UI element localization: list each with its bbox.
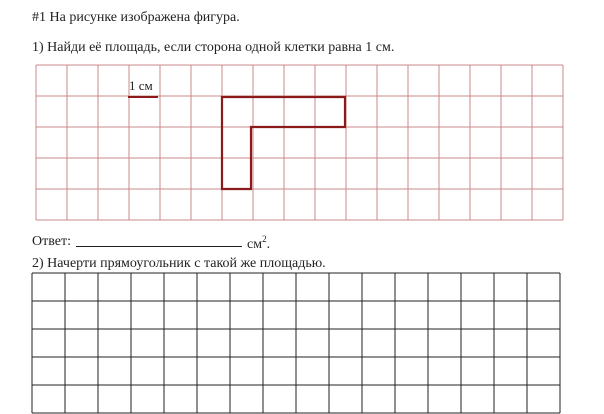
task-title: #1 На рисунке изображена фигура. [32, 10, 240, 25]
unit-text: см [247, 237, 263, 252]
question-2: 2) Начерти прямоугольник с такой же площадью. [32, 256, 326, 271]
answer-unit [247, 234, 270, 253]
unit-period: . [266, 237, 271, 252]
answer-field[interactable] [76, 232, 242, 247]
unit-superscript: 2 [262, 234, 267, 244]
question-1: 1) Найди её площадь, если сторона одной клетки равна 1 см. [32, 40, 395, 55]
answer-grid [32, 273, 560, 413]
pink-grid [36, 65, 563, 220]
answer-label: Ответ: [32, 234, 71, 249]
scale-label: 1 см [129, 78, 153, 93]
